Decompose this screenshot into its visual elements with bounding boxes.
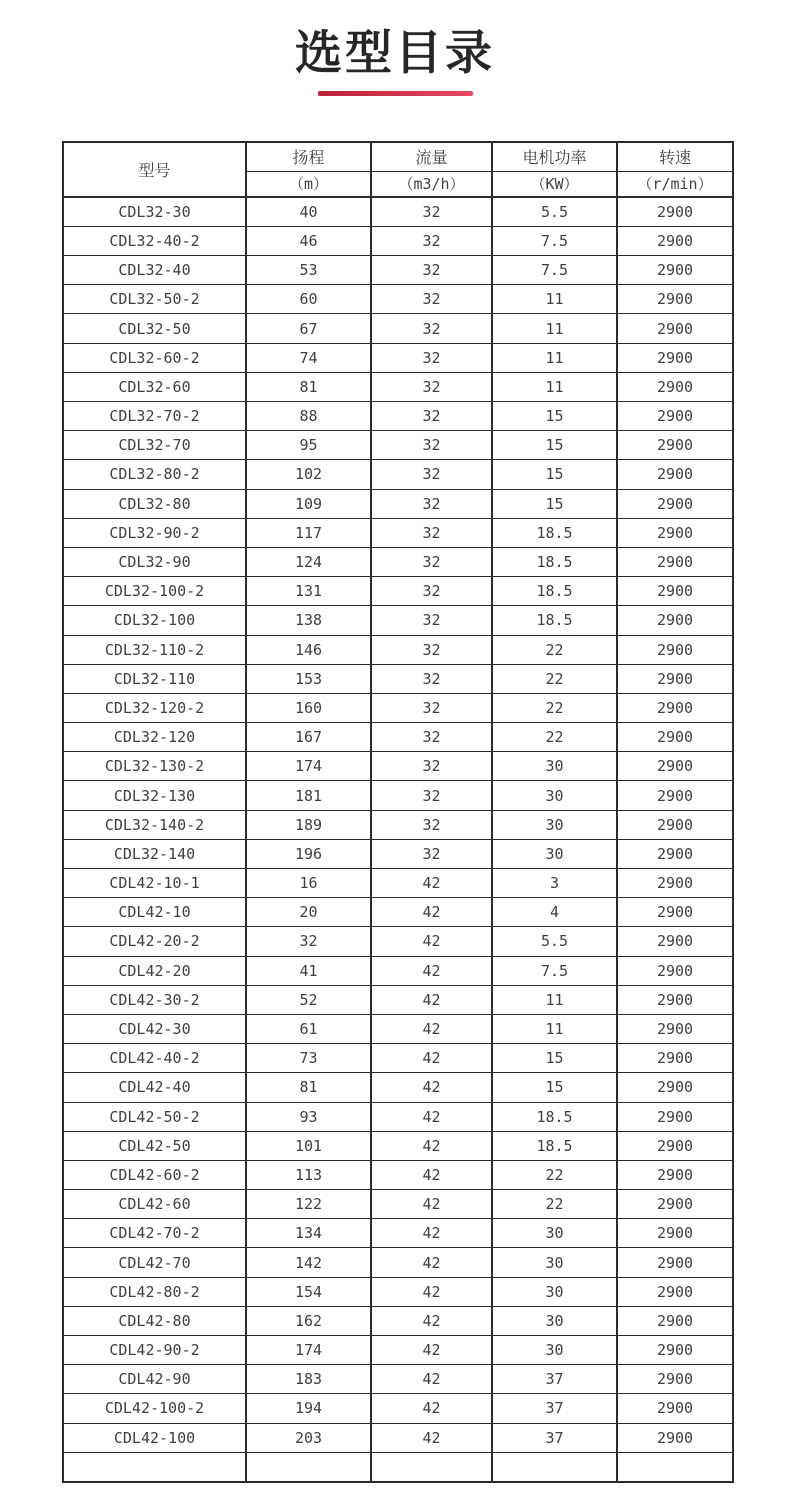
table-row: [63, 402, 733, 431]
cell-model: CDL42-40-2: [63, 1044, 246, 1073]
cell-flow: 32: [371, 372, 492, 401]
cell-head: 102: [246, 460, 371, 489]
table-row: [63, 781, 733, 810]
cell-flow: 32: [371, 577, 492, 606]
cell-power: 18.5: [492, 1131, 617, 1160]
cell-speed: 2900: [617, 839, 733, 868]
cell-speed: 2900: [617, 372, 733, 401]
cell-head: 134: [246, 1219, 371, 1248]
cell-model: CDL42-60-2: [63, 1160, 246, 1189]
cell-power: 30: [492, 839, 617, 868]
cell-flow: 42: [371, 956, 492, 985]
cell-head: 46: [246, 226, 371, 255]
cell-power: 22: [492, 664, 617, 693]
cell-speed: 2900: [617, 723, 733, 752]
table-row: [63, 1423, 733, 1452]
cell-head: 153: [246, 664, 371, 693]
cell-speed: 2900: [617, 1365, 733, 1394]
cell-power: 18.5: [492, 577, 617, 606]
table-row: [63, 343, 733, 372]
cell-power: 7.5: [492, 956, 617, 985]
cell-speed: 2900: [617, 1336, 733, 1365]
cell-power: 15: [492, 460, 617, 489]
cell-power: 18.5: [492, 606, 617, 635]
cell-power: 30: [492, 1277, 617, 1306]
cell-model: CDL32-70-2: [63, 402, 246, 431]
table-row: [63, 869, 733, 898]
cell-model: CDL32-130: [63, 781, 246, 810]
table-row: [63, 1452, 733, 1482]
cell-power: 11: [492, 343, 617, 372]
cell-head: 32: [246, 927, 371, 956]
cell-speed: 2900: [617, 577, 733, 606]
table-row: [63, 1102, 733, 1131]
table-row: [63, 810, 733, 839]
cell-model: CDL42-20-2: [63, 927, 246, 956]
cell-model: CDL42-50-2: [63, 1102, 246, 1131]
cell-speed: 2900: [617, 1044, 733, 1073]
table-row: [63, 314, 733, 343]
cell-head: 196: [246, 839, 371, 868]
cell-power: 5.5: [492, 197, 617, 227]
cell-model: CDL32-130-2: [63, 752, 246, 781]
table-row: [63, 285, 733, 314]
cell-flow: 32: [371, 752, 492, 781]
cell-power: 11: [492, 985, 617, 1014]
cell-speed: 2900: [617, 956, 733, 985]
table-row: [63, 1219, 733, 1248]
title-underline-bar: [318, 91, 473, 96]
cell-flow: 42: [371, 869, 492, 898]
cell-model: CDL42-50: [63, 1131, 246, 1160]
cell-power: 30: [492, 781, 617, 810]
cell-head: [246, 1452, 371, 1482]
table-row: [63, 1365, 733, 1394]
cell-speed: 2900: [617, 460, 733, 489]
cell-head: 61: [246, 1014, 371, 1043]
cell-flow: 32: [371, 460, 492, 489]
cell-flow: 32: [371, 723, 492, 752]
cell-head: 131: [246, 577, 371, 606]
table-body: [63, 197, 733, 1482]
cell-model: CDL32-120: [63, 723, 246, 752]
table-row: [63, 606, 733, 635]
cell-head: 81: [246, 372, 371, 401]
cell-power: 30: [492, 810, 617, 839]
cell-power: 30: [492, 1336, 617, 1365]
table-row: [63, 1277, 733, 1306]
cell-head: 40: [246, 197, 371, 227]
cell-power: 15: [492, 431, 617, 460]
cell-model: CDL42-80-2: [63, 1277, 246, 1306]
cell-model: [63, 1452, 246, 1482]
cell-flow: 32: [371, 781, 492, 810]
cell-power: 30: [492, 752, 617, 781]
cell-model: CDL32-80: [63, 489, 246, 518]
table-row: [63, 635, 733, 664]
table-row: [63, 985, 733, 1014]
table-row: [63, 197, 733, 227]
table-row: [63, 1248, 733, 1277]
cell-power: 15: [492, 489, 617, 518]
cell-model: CDL32-60: [63, 372, 246, 401]
cell-speed: 2900: [617, 1219, 733, 1248]
cell-flow: 42: [371, 898, 492, 927]
cell-model: CDL42-70: [63, 1248, 246, 1277]
cell-model: CDL32-110-2: [63, 635, 246, 664]
cell-model: CDL32-110: [63, 664, 246, 693]
column-unit-power: （KW）: [492, 171, 617, 197]
cell-power: 11: [492, 1014, 617, 1043]
cell-power: 30: [492, 1306, 617, 1335]
cell-power: 37: [492, 1394, 617, 1423]
table-row: [63, 431, 733, 460]
cell-model: CDL32-50-2: [63, 285, 246, 314]
cell-flow: 42: [371, 1423, 492, 1452]
cell-head: 53: [246, 256, 371, 285]
cell-head: 122: [246, 1190, 371, 1219]
cell-speed: 2900: [617, 547, 733, 576]
cell-model: CDL32-90: [63, 547, 246, 576]
cell-speed: 2900: [617, 489, 733, 518]
cell-model: CDL32-40: [63, 256, 246, 285]
cell-model: CDL32-120-2: [63, 693, 246, 722]
cell-power: 4: [492, 898, 617, 927]
cell-speed: 2900: [617, 197, 733, 227]
cell-power: 15: [492, 402, 617, 431]
cell-head: 81: [246, 1073, 371, 1102]
table-row: [63, 547, 733, 576]
cell-flow: 32: [371, 402, 492, 431]
cell-head: 16: [246, 869, 371, 898]
cell-speed: 2900: [617, 402, 733, 431]
cell-model: CDL42-30-2: [63, 985, 246, 1014]
cell-flow: 32: [371, 285, 492, 314]
table-row: [63, 723, 733, 752]
cell-model: CDL42-60: [63, 1190, 246, 1219]
cell-power: 18.5: [492, 1102, 617, 1131]
cell-speed: 2900: [617, 1102, 733, 1131]
cell-head: 113: [246, 1160, 371, 1189]
cell-head: 93: [246, 1102, 371, 1131]
cell-speed: 2900: [617, 226, 733, 255]
cell-head: 181: [246, 781, 371, 810]
cell-power: 22: [492, 1160, 617, 1189]
cell-flow: 32: [371, 518, 492, 547]
cell-model: CDL42-80: [63, 1306, 246, 1335]
cell-power: 7.5: [492, 256, 617, 285]
cell-head: 88: [246, 402, 371, 431]
cell-flow: 32: [371, 226, 492, 255]
table-row: [63, 518, 733, 547]
cell-flow: 32: [371, 343, 492, 372]
cell-head: 60: [246, 285, 371, 314]
table-row: [63, 1336, 733, 1365]
cell-power: 22: [492, 723, 617, 752]
cell-model: CDL42-90-2: [63, 1336, 246, 1365]
column-unit-flow: （m3/h）: [371, 171, 492, 197]
cell-model: CDL42-40: [63, 1073, 246, 1102]
cell-head: 117: [246, 518, 371, 547]
cell-flow: 42: [371, 927, 492, 956]
cell-speed: 2900: [617, 256, 733, 285]
cell-speed: 2900: [617, 810, 733, 839]
cell-flow: 42: [371, 1306, 492, 1335]
cell-model: CDL32-90-2: [63, 518, 246, 547]
cell-model: CDL42-30: [63, 1014, 246, 1043]
cell-power: 7.5: [492, 226, 617, 255]
table-row: [63, 256, 733, 285]
cell-speed: 2900: [617, 1190, 733, 1219]
cell-power: 11: [492, 285, 617, 314]
cell-speed: [617, 1452, 733, 1482]
cell-speed: 2900: [617, 285, 733, 314]
cell-model: CDL42-10: [63, 898, 246, 927]
cell-speed: 2900: [617, 1423, 733, 1452]
cell-head: 41: [246, 956, 371, 985]
cell-head: 162: [246, 1306, 371, 1335]
cell-power: 18.5: [492, 547, 617, 576]
column-unit-head: （m）: [246, 171, 371, 197]
column-header-flow: 流量: [371, 142, 492, 172]
cell-speed: 2900: [617, 781, 733, 810]
cell-model: CDL42-10-1: [63, 869, 246, 898]
cell-head: 67: [246, 314, 371, 343]
cell-head: 73: [246, 1044, 371, 1073]
cell-flow: 42: [371, 1160, 492, 1189]
cell-power: 22: [492, 635, 617, 664]
cell-flow: 32: [371, 489, 492, 518]
cell-head: 95: [246, 431, 371, 460]
cell-speed: 2900: [617, 1014, 733, 1043]
cell-speed: 2900: [617, 343, 733, 372]
cell-flow: 32: [371, 810, 492, 839]
cell-flow: [371, 1452, 492, 1482]
cell-power: 5.5: [492, 927, 617, 956]
cell-head: 138: [246, 606, 371, 635]
cell-power: 30: [492, 1248, 617, 1277]
cell-flow: 42: [371, 1394, 492, 1423]
cell-flow: 42: [371, 1219, 492, 1248]
cell-speed: 2900: [617, 1160, 733, 1189]
cell-flow: 42: [371, 1277, 492, 1306]
table-row: [63, 1160, 733, 1189]
cell-flow: 42: [371, 1248, 492, 1277]
cell-model: CDL32-140: [63, 839, 246, 868]
cell-power: 18.5: [492, 518, 617, 547]
cell-head: 194: [246, 1394, 371, 1423]
table-row: [63, 664, 733, 693]
cell-head: 167: [246, 723, 371, 752]
table-row: [63, 898, 733, 927]
table-row: [63, 927, 733, 956]
cell-head: 101: [246, 1131, 371, 1160]
column-unit-speed: （r/min）: [617, 171, 733, 197]
table-row: [63, 1190, 733, 1219]
cell-speed: 2900: [617, 1394, 733, 1423]
table-row: [63, 1014, 733, 1043]
cell-model: CDL42-90: [63, 1365, 246, 1394]
cell-model: CDL32-100-2: [63, 577, 246, 606]
cell-head: 189: [246, 810, 371, 839]
cell-power: 22: [492, 1190, 617, 1219]
cell-model: CDL32-40-2: [63, 226, 246, 255]
cell-speed: 2900: [617, 314, 733, 343]
cell-speed: 2900: [617, 1073, 733, 1102]
cell-flow: 42: [371, 1190, 492, 1219]
cell-speed: 2900: [617, 752, 733, 781]
cell-flow: 42: [371, 1073, 492, 1102]
column-header-power: 电机功率: [492, 142, 617, 172]
cell-power: 15: [492, 1073, 617, 1102]
cell-flow: 42: [371, 1336, 492, 1365]
table-row: [63, 489, 733, 518]
cell-head: 174: [246, 752, 371, 781]
cell-flow: 42: [371, 1102, 492, 1131]
cell-head: 183: [246, 1365, 371, 1394]
cell-power: 37: [492, 1423, 617, 1452]
table-row: [63, 956, 733, 985]
cell-speed: 2900: [617, 693, 733, 722]
cell-model: CDL42-20: [63, 956, 246, 985]
cell-speed: 2900: [617, 635, 733, 664]
cell-head: 154: [246, 1277, 371, 1306]
table-row: [63, 1073, 733, 1102]
cell-flow: 42: [371, 985, 492, 1014]
cell-flow: 42: [371, 1365, 492, 1394]
cell-model: CDL32-140-2: [63, 810, 246, 839]
table-row: [63, 1044, 733, 1073]
column-header-model: 型号: [63, 142, 246, 197]
header-label-row: [63, 142, 733, 172]
cell-speed: 2900: [617, 927, 733, 956]
column-header-head: 扬程: [246, 142, 371, 172]
table-row: [63, 372, 733, 401]
cell-flow: 42: [371, 1014, 492, 1043]
cell-head: 74: [246, 343, 371, 372]
cell-head: 109: [246, 489, 371, 518]
cell-head: 20: [246, 898, 371, 927]
table-row: [63, 1131, 733, 1160]
cell-flow: 32: [371, 547, 492, 576]
cell-head: 124: [246, 547, 371, 576]
table-row: [63, 839, 733, 868]
cell-power: 30: [492, 1219, 617, 1248]
cell-speed: 2900: [617, 431, 733, 460]
cell-power: 3: [492, 869, 617, 898]
cell-speed: 2900: [617, 664, 733, 693]
cell-power: 11: [492, 372, 617, 401]
cell-power: 15: [492, 1044, 617, 1073]
page-title: 选型目录: [295, 26, 495, 81]
table-row: [63, 752, 733, 781]
cell-model: CDL32-30: [63, 197, 246, 227]
cell-speed: 2900: [617, 1306, 733, 1335]
cell-flow: 32: [371, 256, 492, 285]
cell-speed: 2900: [617, 985, 733, 1014]
table-header: [63, 142, 733, 197]
cell-flow: 32: [371, 431, 492, 460]
cell-head: 52: [246, 985, 371, 1014]
cell-model: CDL32-50: [63, 314, 246, 343]
cell-flow: 32: [371, 606, 492, 635]
cell-flow: 32: [371, 664, 492, 693]
table-row: [63, 1306, 733, 1335]
cell-flow: 32: [371, 839, 492, 868]
table-row: [63, 577, 733, 606]
cell-speed: 2900: [617, 1131, 733, 1160]
cell-flow: 32: [371, 635, 492, 664]
cell-power: 37: [492, 1365, 617, 1394]
cell-speed: 2900: [617, 606, 733, 635]
cell-speed: 2900: [617, 898, 733, 927]
cell-flow: 42: [371, 1131, 492, 1160]
cell-head: 160: [246, 693, 371, 722]
cell-model: CDL32-80-2: [63, 460, 246, 489]
pump-selection-table: [62, 141, 734, 1483]
cell-power: 22: [492, 693, 617, 722]
cell-flow: 32: [371, 693, 492, 722]
cell-head: 146: [246, 635, 371, 664]
cell-model: CDL42-70-2: [63, 1219, 246, 1248]
cell-model: CDL32-70: [63, 431, 246, 460]
column-header-speed: 转速: [617, 142, 733, 172]
cell-power: 11: [492, 314, 617, 343]
table-row: [63, 693, 733, 722]
cell-model: CDL32-100: [63, 606, 246, 635]
cell-speed: 2900: [617, 1277, 733, 1306]
cell-head: 203: [246, 1423, 371, 1452]
cell-flow: 32: [371, 314, 492, 343]
catalog-page: [0, 28, 790, 1483]
cell-flow: 32: [371, 197, 492, 227]
cell-power: [492, 1452, 617, 1482]
cell-speed: 2900: [617, 1248, 733, 1277]
table-row: [63, 460, 733, 489]
cell-model: CDL42-100-2: [63, 1394, 246, 1423]
cell-speed: 2900: [617, 869, 733, 898]
cell-model: CDL32-60-2: [63, 343, 246, 372]
cell-flow: 42: [371, 1044, 492, 1073]
cell-model: CDL42-100: [63, 1423, 246, 1452]
cell-head: 174: [246, 1336, 371, 1365]
cell-head: 142: [246, 1248, 371, 1277]
cell-speed: 2900: [617, 518, 733, 547]
table-row: [63, 226, 733, 255]
table-row: [63, 1394, 733, 1423]
